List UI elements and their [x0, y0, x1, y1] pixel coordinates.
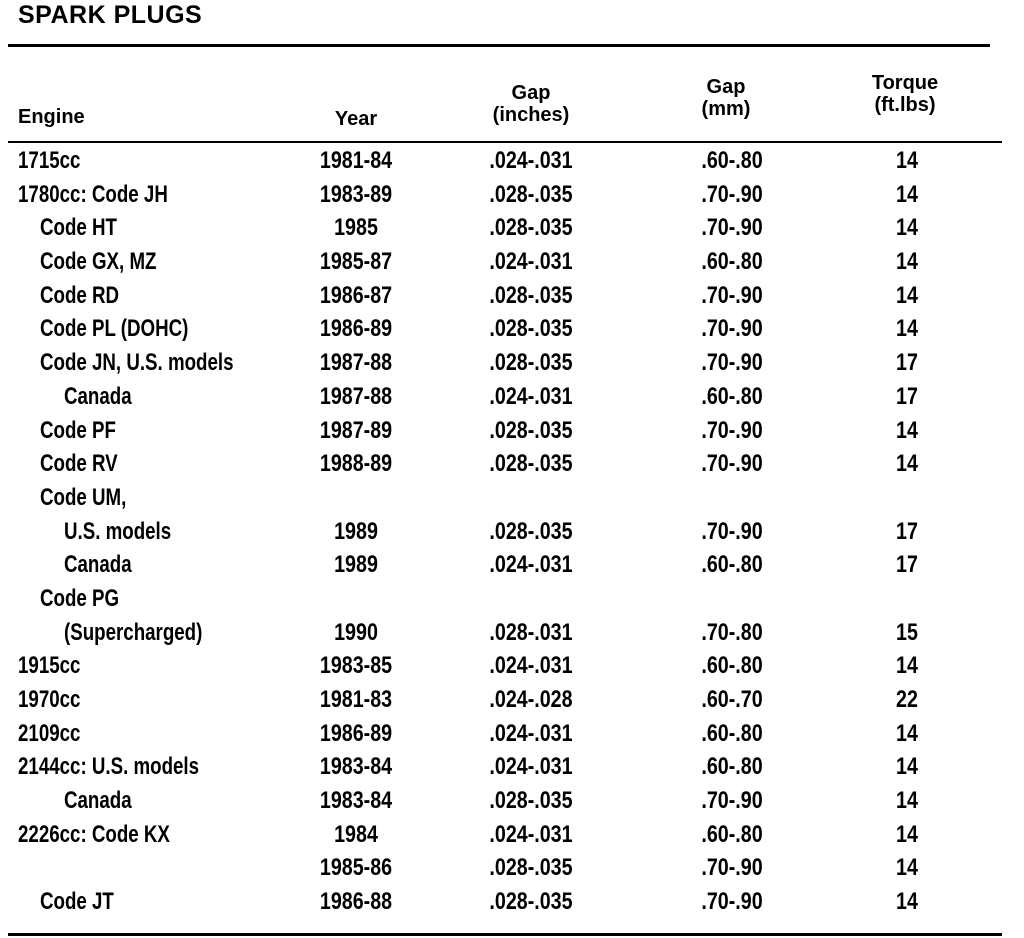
engine-cell: Code JN, U.S. models — [40, 349, 234, 377]
gap-mm-cell: .60-.70 — [701, 686, 763, 713]
year-cell: 1986-88 — [319, 888, 393, 916]
table-row — [0, 346, 1024, 380]
gap-mm-cell: .60-.80 — [701, 820, 763, 848]
table-row — [0, 245, 1024, 279]
engine-cell: Code RV — [40, 450, 118, 478]
header-gap-mm — [682, 76, 770, 120]
header-rule — [8, 141, 1002, 143]
engine-cell: Code PG — [40, 584, 120, 612]
year-cell: 1985-87 — [319, 248, 393, 276]
gap-inches-cell: .028-.035 — [489, 450, 573, 478]
torque-cell: 14 — [896, 416, 918, 444]
torque-cell: 14 — [896, 147, 918, 174]
gap-inches-cell: .028-.035 — [489, 349, 573, 377]
gap-inches-cell: .024-.028 — [489, 686, 573, 713]
year-cell: 1989 — [334, 517, 378, 545]
engine-cell: U.S. models — [64, 517, 172, 545]
engine-cell: 1715cc — [18, 147, 81, 174]
header-torque — [850, 72, 960, 116]
torque-cell: 14 — [896, 787, 918, 815]
table-row — [0, 582, 1024, 616]
spec-table-body — [0, 144, 1024, 919]
table-row — [0, 750, 1024, 784]
header-gap-inches-line1: Gap — [511, 82, 551, 104]
gap-inches-cell: .028-.035 — [489, 180, 573, 208]
table-row — [0, 885, 1024, 919]
year-cell: 1983-89 — [319, 180, 393, 208]
gap-inches-cell: .028-.035 — [489, 787, 573, 815]
table-row — [0, 818, 1024, 852]
engine-cell: Code UM, — [40, 483, 127, 511]
engine-cell: Canada — [64, 787, 132, 815]
gap-inches-cell: .028-.035 — [489, 517, 573, 545]
engine-cell: Code GX, MZ — [40, 248, 157, 276]
gap-mm-cell: .70-.90 — [701, 416, 763, 444]
bottom-rule — [8, 933, 1002, 936]
table-row — [0, 279, 1024, 313]
gap-inches-cell: .028-.035 — [489, 214, 573, 242]
gap-mm-cell: .60-.80 — [701, 147, 763, 174]
torque-cell: 14 — [896, 888, 918, 916]
gap-mm-cell: .60-.80 — [701, 551, 763, 579]
engine-cell: 2144cc: U.S. models — [18, 753, 200, 781]
table-row — [0, 144, 1024, 178]
gap-inches-cell: .024-.031 — [489, 147, 573, 174]
engine-cell: Code PF — [40, 416, 116, 444]
gap-mm-cell: .70-.90 — [701, 349, 763, 377]
gap-mm-cell: .60-.80 — [701, 248, 763, 276]
table-row — [0, 178, 1024, 212]
gap-mm-cell: .70-.90 — [701, 787, 763, 815]
page-title: SPARK PLUGS — [18, 1, 203, 29]
gap-inches-cell: .024-.031 — [489, 551, 573, 579]
table-row — [0, 649, 1024, 683]
table-row — [0, 548, 1024, 582]
gap-inches-cell: .024-.031 — [489, 719, 573, 747]
table-row — [0, 616, 1024, 650]
year-cell: 1985 — [334, 214, 378, 242]
engine-cell: 1915cc — [18, 652, 81, 680]
header-engine — [18, 106, 85, 128]
table-row — [0, 447, 1024, 481]
gap-inches-cell: .024-.031 — [489, 382, 573, 410]
gap-mm-cell: .70-.90 — [701, 450, 763, 478]
year-cell: 1983-84 — [319, 787, 393, 815]
torque-cell: 14 — [896, 248, 918, 276]
table-row — [0, 683, 1024, 717]
gap-inches-cell: .028-.031 — [489, 618, 573, 646]
table-row — [0, 784, 1024, 818]
torque-cell: 14 — [896, 315, 918, 343]
gap-inches-cell: .028-.035 — [489, 888, 573, 916]
torque-cell: 14 — [896, 214, 918, 242]
engine-cell: Code JT — [40, 888, 114, 916]
torque-cell: 14 — [896, 753, 918, 781]
gap-mm-cell: .60-.80 — [701, 652, 763, 680]
year-cell: 1987-88 — [319, 382, 393, 410]
gap-mm-cell: .70-.90 — [701, 315, 763, 343]
year-cell: 1989 — [334, 551, 378, 579]
header-gap-mm-line1: Gap — [706, 76, 746, 98]
year-cell: 1983-84 — [319, 753, 393, 781]
year-cell: 1984 — [334, 820, 378, 848]
table-row — [0, 481, 1024, 515]
gap-mm-cell: .70-.90 — [701, 214, 763, 242]
engine-cell: 2109cc — [18, 719, 81, 747]
torque-cell: 17 — [896, 349, 918, 377]
year-cell: 1983-85 — [319, 652, 393, 680]
table-row — [0, 211, 1024, 245]
gap-inches-cell: .024-.031 — [489, 652, 573, 680]
engine-cell: 1780cc: Code JH — [18, 180, 168, 208]
torque-cell: 17 — [896, 517, 918, 545]
header-year-label: Year — [334, 108, 378, 130]
gap-mm-cell: .60-.80 — [701, 753, 763, 781]
engine-cell: Code RD — [40, 281, 120, 309]
engine-cell: Canada — [64, 551, 132, 579]
header-torque-line2: (ft.lbs) — [874, 94, 936, 116]
header-torque-line1: Torque — [871, 72, 939, 94]
table-row — [0, 414, 1024, 448]
engine-cell: (Supercharged) — [64, 618, 203, 646]
torque-cell: 14 — [896, 180, 918, 208]
torque-cell: 15 — [896, 618, 918, 646]
year-cell: 1987-88 — [319, 349, 393, 377]
header-engine-label: Engine — [18, 106, 85, 128]
torque-cell: 17 — [896, 382, 918, 410]
torque-cell: 14 — [896, 450, 918, 478]
year-cell: 1981-84 — [319, 147, 393, 174]
torque-cell: 14 — [896, 719, 918, 747]
engine-cell: Code PL (DOHC) — [40, 315, 189, 343]
year-cell: 1986-87 — [319, 281, 393, 309]
gap-mm-cell: .60-.80 — [701, 719, 763, 747]
gap-inches-cell: .024-.031 — [489, 753, 573, 781]
header-gap-inches-line2: (inches) — [492, 104, 570, 126]
gap-mm-cell: .60-.80 — [701, 382, 763, 410]
engine-cell: Code HT — [40, 214, 117, 242]
engine-cell: Canada — [64, 382, 132, 410]
year-cell: 1990 — [334, 618, 378, 646]
header-gap-mm-line2: (mm) — [701, 98, 751, 120]
gap-inches-cell: .028-.035 — [489, 416, 573, 444]
table-row — [0, 851, 1024, 885]
torque-cell: 22 — [896, 686, 918, 713]
gap-mm-cell: .70-.80 — [701, 618, 763, 646]
torque-cell: 14 — [896, 281, 918, 309]
gap-inches-cell: .024-.031 — [489, 820, 573, 848]
torque-cell: 14 — [896, 820, 918, 848]
engine-cell: 2226cc: Code KX — [18, 820, 170, 848]
engine-cell: 1970cc — [18, 686, 81, 713]
table-row — [0, 515, 1024, 549]
header-year — [326, 108, 386, 130]
gap-inches-cell: .028-.035 — [489, 315, 573, 343]
gap-mm-cell: .70-.90 — [701, 180, 763, 208]
table-row — [0, 312, 1024, 346]
table-row — [0, 380, 1024, 414]
gap-inches-cell: .028-.035 — [489, 854, 573, 882]
year-cell: 1986-89 — [319, 719, 393, 747]
torque-cell: 17 — [896, 551, 918, 579]
year-cell: 1987-89 — [319, 416, 393, 444]
gap-mm-cell: .70-.90 — [701, 517, 763, 545]
torque-cell: 14 — [896, 854, 918, 882]
gap-mm-cell: .70-.90 — [701, 854, 763, 882]
title-rule — [8, 44, 990, 47]
gap-mm-cell: .70-.90 — [701, 888, 763, 916]
year-cell: 1985-86 — [319, 854, 393, 882]
gap-inches-cell: .028-.035 — [489, 281, 573, 309]
year-cell: 1986-89 — [319, 315, 393, 343]
torque-cell: 14 — [896, 652, 918, 680]
year-cell: 1981-83 — [319, 686, 393, 713]
gap-mm-cell: .70-.90 — [701, 281, 763, 309]
gap-inches-cell: .024-.031 — [489, 248, 573, 276]
table-row — [0, 717, 1024, 751]
year-cell: 1988-89 — [319, 450, 393, 478]
header-gap-inches — [470, 82, 592, 126]
